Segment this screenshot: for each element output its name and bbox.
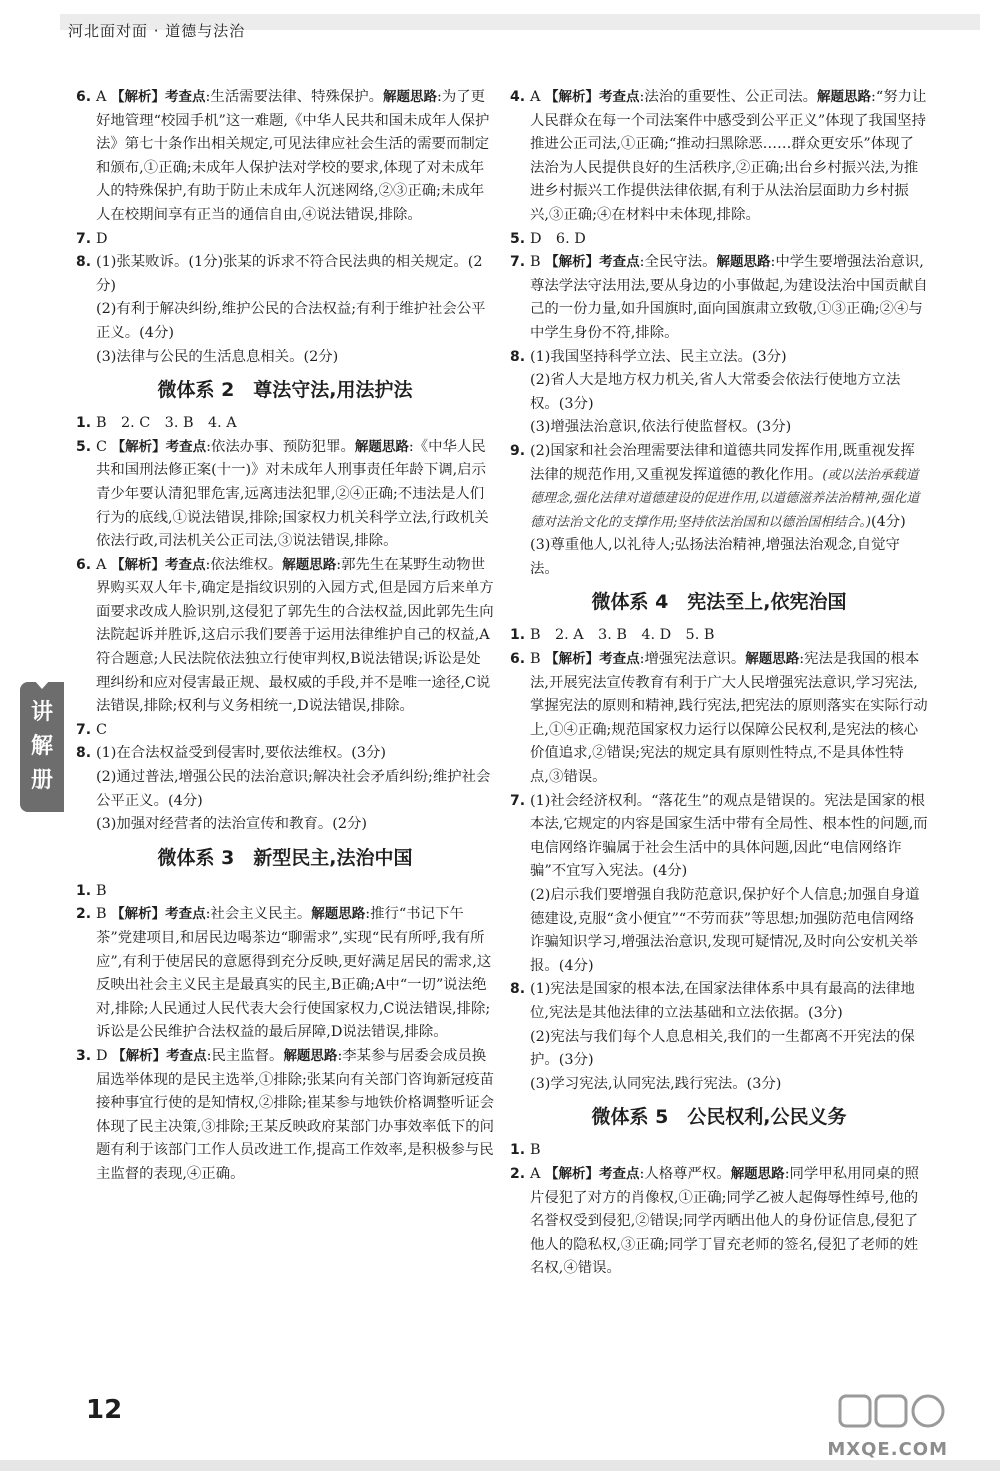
answer-item: 1. B 2. C 3. B 4. A [76, 415, 237, 432]
watermark: MXQE.COM [778, 1392, 948, 1460]
answer-item: 7. C [76, 721, 108, 738]
section-heading: 微体系 3 新型民主,法治中国 [157, 846, 413, 869]
section-heading: 微体系 4 宪法至上,依宪治国 [591, 591, 847, 614]
answer-item: 5. D 6. D [510, 230, 586, 247]
answer-item: 8. (1)张某败诉。(1分)张某的诉求不符合民法典的相关规定。(2分) (2)有利于解决纠纷,维护公民的合法权益;有利于维护社会公平正义。(4分) (3)法律与公民的生活息息相关。(2分) [76, 254, 486, 365]
answer-item: 1. B [76, 882, 107, 899]
answer-item: 8. (1)在合法权益受到侵害时,要依法维权。(3分) (2)通过普法,增强公民的法治意识;解决社会矛盾纠纷;维护社会公平正义。(4分) (3)加强对经营者的法治宣传和教育。(2分) [76, 745, 491, 833]
answer-item: 5. C 【解析】考查点:依法办事、预防犯罪。解题思路:《中华人民共和国刑法修正案(十一)》对未成年人刑事责任年龄下调,启示青少年要认清犯罪危害,远离违法犯罪,②④正确;不违法是人们行为的底线,①说法错误,排除;国家权力机关科学立法,行政机关依法行政,司法机关公正司法,③说法错误,排除。 [76, 438, 489, 550]
page-number: 12 [86, 1395, 123, 1425]
answer-item: 6. A 【解析】考查点:依法维权。解题思路:郭先生在某野生动物世界购买双人年卡,确定是指纹识别的入园方式,但是园方后来单方面要求改成人脸识别,这侵犯了郭先生的合法权益,因此郭先生向法院起诉并胜诉,这启示我们要善于运用法律维护自己的权益,A符合题意;人民法院依法独立行使审判权,B说法错误;诉讼是处理纠纷和应对侵害最正规、最权威的手段,并不是唯一途径,C说法错误,排除;权利与义务相统一,D说法错误,排除。 [76, 556, 494, 715]
answer-item: 8. (1)我国坚持科学立法、民主立法。(3分) (2)省人大是地方权力机关,省人大常委会依法行使地方立法权。(3分) (3)增强法治意识,依法行使监督权。(3分) [510, 348, 901, 436]
footer-band [0, 1460, 1000, 1471]
watermark-logo-icon [838, 1392, 948, 1434]
answer-item: 1. B [510, 1142, 541, 1159]
answer-item: 9. (2)国家和社会治理需要法律和道德共同发挥作用,既重视发挥法律的规范作用,又重视发挥道德的教化作用。(或以法治承载道德理念,强化法律对道德建设的促进作用,以道德滋养法治精神,强化道德对法治文化的支撑作用;坚持依法治国和以德治国相结合。)(4分) (3)尊重他人,以礼待人;弘扬法治精神,增强法治观念,自觉守法。 [510, 442, 920, 577]
answer-item: 3. D 【解析】考查点:民主监督。解题思路:李某参与居委会成员换届选举体现的是民主选举,①排除;张某向有关部门咨询新冠疫苗接种事宜行使的是知情权,②排除;崔某参与地铁价格调整听证会体现了民主决策,③排除;王某反映政府某部门办事效率低下的问题有利于该部门工作人员改进工作,提高工作效率,是积极参与民主监督的表现,④正确。 [76, 1047, 494, 1182]
answer-item: 7. B 【解析】考查点:全民守法。解题思路:中学生要增强法治意识,尊法学法守法用法,要从身边的小事做起,为建设法治中国贡献自己的一份力量,如升国旗时,面向国旗肃立致敬,①③正确;②④与中学生身份不符,排除。 [510, 254, 928, 341]
running-title: 河北面对面 · 道德与法治 [68, 22, 246, 40]
tab-notch-icon [34, 680, 50, 689]
answer-item: 6. B 【解析】考查点:增强宪法意识。解题思路:宪法是我国的根本法,开展宪法宣传教育有利于广大人民增强宪法意识,学习宪法,掌握宪法的原则和精神,践行宪法,把宪法的原则落实在实际行动上,①④正确;规范国家权力运行以保障公民权利,是宪法的核心价值追求,②错误;宪法的规定具有原则性特点,不是具体性特点,③错误。 [510, 651, 928, 786]
answer-item: 7. (1)社会经济权利。“落花生”的观点是错误的。宪法是国家的根本法,它规定的内容是国家生活中带有全局性、根本性的问题,而电信网络诈骗属于社会生活中的具体问题,因此“电信网络诈骗”不宜写入宪法。(4分) (2)启示我们要增强自我防范意识,保护好个人信息;加强自身道德建设,克服“贪小便宜”“不劳而获”等思想;加强防范电信网络诈骗知识学习,增强法治意识,发现可疑情况,及时向公安机关举报。(4分) [510, 792, 928, 974]
answer-item: 2. A 【解析】考查点:人格尊严权。解题思路:同学甲私用同桌的照片侵犯了对方的肖像权,①正确;同学乙被人起侮辱性绰号,他的名誉权受到侵犯,②错误;同学丙晒出他人的身份证信息,侵犯了他人的隐私权,③正确;同学丁冒充老师的签名,侵犯了老师的姓名权,④错误。 [510, 1165, 920, 1277]
handwritten-note: (或以法治承载道德理念,强化法律对道德建设的促进作用,以道德滋养法治精神,强化道德对法治文化的支撑作用;坚持依法治国和以德治国相结合。) [530, 467, 920, 530]
left-column [76, 86, 494, 1187]
answer-item: 4. A 【解析】考查点:法治的重要性、公正司法。解题思路:“努力让人民群众在每一个司法案件中感受到公平正义”体现了我国坚持推进公正司法,①正确;“推动扫黑除恶……群众更安乐”体现了法治为人民提供良好的生活秩序,②正确;出台乡村振兴法,为推进乡村振兴工作提供法律依据,有利于从法治层面助力乡村振兴,③正确;④在材料中未体现,排除。 [510, 89, 927, 223]
section-heading: 微体系 5 公民权利,公民义务 [591, 1106, 847, 1129]
right-column [510, 86, 928, 1281]
answer-item: 2. B 【解析】考查点:社会主义民主。解题思路:推行“书记下午茶”党建项目,和居民边喝茶边“聊需求”,实现“民有所呼,我有所应”,有利于使居民的意愿得到充分反映,更好满足居民的需求,这反映出社会主义民主是最真实的民主,B正确;A中“一切”说法绝对,排除;人民通过人民代表大会行使国家权力,C说法错误,排除;诉讼是公民维护合法权益的最后屏障,D说法错误,排除。 [76, 906, 492, 1041]
answer-item: 8. (1)宪法是国家的根本法,在国家法律体系中具有最高的法律地位,宪法是其他法律的立法基础和立法依据。(3分) (2)宪法与我们每个人息息相关,我们的一生都离不开宪法的保护。(3分) (3)学习宪法,认同宪法,践行宪法。(3分) [510, 981, 915, 1092]
answer-item: 7. D [76, 230, 108, 247]
side-tab: 讲 解 册 [20, 682, 64, 812]
answer-item: 6. A 【解析】考查点:生活需要法律、特殊保护。解题思路:为了更好地管理“校园手机”这一难题,《中华人民共和国未成年人保护法》第七十条作出相关规定,可见法律应社会生活的需要而制定和颁布,①正确;未成年人保护法对学校的要求,体现了对未成年人的特殊保护,有助于防止未成年人沉迷网络,②③正确;未成年人在校期间享有正当的通信自由,④说法错误,排除。 [76, 89, 490, 223]
section-heading: 微体系 2 尊法守法,用法护法 [157, 379, 413, 402]
answer-item: 1. B 2. A 3. B 4. D 5. B [510, 627, 715, 644]
